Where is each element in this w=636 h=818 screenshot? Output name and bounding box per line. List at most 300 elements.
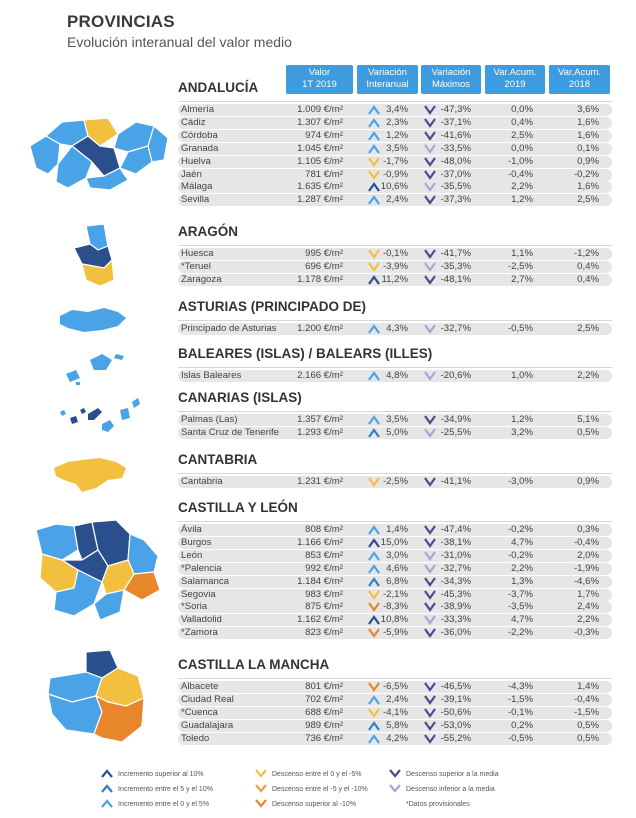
- region-divider: [178, 473, 612, 474]
- acum-2018-cell: 0,1%: [577, 142, 599, 154]
- province-name: *Soria: [181, 601, 208, 613]
- acum-2018-cell: 3,6%: [577, 104, 599, 115]
- arrow-down-yellow-icon: [368, 708, 380, 718]
- legend-down-dark-label: Descenso superior a la media: [406, 771, 499, 778]
- legend-down-yellow: [272, 771, 362, 778]
- table-row: [178, 169, 612, 181]
- table-row: [178, 707, 612, 719]
- header-maximos-line1: Variación: [431, 67, 471, 78]
- table-row: [178, 550, 612, 562]
- arrow-up-light-icon: [368, 564, 380, 574]
- value-cell: 1.009 €/m²: [297, 104, 343, 115]
- province-name: *Palencia: [181, 562, 222, 574]
- max-variation-cell: -39,1%: [440, 693, 471, 705]
- arrow-down-dark-icon: [424, 195, 436, 205]
- value-cell: 808 €/m²: [305, 524, 343, 535]
- castilla-mancha-map: [46, 650, 146, 746]
- arrow-down-dark-icon: [424, 249, 436, 259]
- canarias-map: [58, 396, 140, 436]
- table-row: [178, 720, 612, 732]
- value-cell: 1.166 €/m²: [297, 536, 343, 548]
- province-name: Almería: [181, 104, 215, 115]
- variation-cell: 2,4%: [386, 693, 408, 705]
- value-cell: 1.231 €/m²: [297, 476, 343, 487]
- max-variation-cell: -48,1%: [440, 273, 471, 285]
- value-cell: 688 €/m²: [305, 706, 343, 718]
- header-variacion-line2: Interanual: [366, 79, 409, 90]
- region-heading: CANTABRIA: [178, 452, 258, 467]
- table-row: [178, 537, 612, 549]
- acum-2019-cell: 2,2%: [511, 181, 533, 193]
- max-variation-cell: -48,0%: [440, 155, 471, 167]
- header-acum2018-line1: Var.Acum.: [557, 67, 602, 78]
- region-heading: CANARIAS (ISLAS): [178, 390, 302, 405]
- max-variation-cell: -41,7%: [440, 248, 471, 259]
- arrow-up-dark-icon: [368, 538, 380, 548]
- arrow-up-light-icon: [368, 415, 380, 425]
- legend-up-dark: [118, 771, 204, 778]
- arrow-up-light-icon: [368, 525, 380, 535]
- province-name: *Teruel: [181, 260, 211, 272]
- arrow-up-dark-icon: [368, 182, 380, 192]
- variation-cell: -8,3%: [382, 601, 408, 613]
- value-cell: 1.184 €/m²: [297, 575, 343, 587]
- variation-cell: -4,1%: [382, 706, 408, 718]
- legend-down-orange: [272, 801, 356, 808]
- acum-2018-cell: 0,4%: [577, 273, 599, 285]
- variation-cell: 1,4%: [386, 524, 408, 535]
- variation-cell: -6,5%: [382, 681, 408, 692]
- table-row: [178, 323, 612, 335]
- arrow-down-light-icon: [424, 551, 436, 561]
- arrow-up-light-icon: [368, 118, 380, 128]
- value-cell: 989 €/m²: [305, 719, 343, 731]
- acum-2019-cell: -2,2%: [507, 627, 533, 639]
- table-row: [178, 181, 612, 193]
- max-variation-cell: -32,7%: [440, 323, 471, 334]
- acum-2019-cell: -0,2%: [507, 524, 533, 535]
- province-name: Granada: [181, 142, 219, 154]
- province-name: Ciudad Real: [181, 693, 234, 705]
- arrow-down-dark-icon: [424, 682, 436, 692]
- value-cell: 1.357 €/m²: [297, 414, 343, 425]
- region-divider: [178, 411, 612, 412]
- castilla-leon-map: [34, 520, 162, 626]
- table-row: [178, 117, 612, 129]
- max-variation-cell: -20,6%: [440, 370, 471, 381]
- arrow-down-orange-icon: [368, 602, 380, 612]
- acum-2019-cell: 4,7%: [511, 536, 533, 548]
- table-row: [178, 627, 612, 639]
- arrow-up-dark-icon: [368, 275, 380, 285]
- arrow-down-light-icon: [424, 564, 436, 574]
- arrow-down-light-icon: [424, 144, 436, 154]
- province-name: *Zamora: [181, 627, 218, 639]
- header-maximos: [421, 65, 481, 94]
- page-subtitle: Evolución interanual del valor medio: [67, 34, 292, 50]
- value-cell: 1.178 €/m²: [297, 273, 343, 285]
- header-valor-line1: Valor: [308, 67, 331, 78]
- variation-cell: 15,0%: [380, 536, 408, 548]
- table-row: [178, 601, 612, 613]
- region-heading: ARAGÓN: [178, 224, 238, 239]
- acum-2018-cell: 5,1%: [577, 414, 599, 425]
- variation-cell: -5,9%: [382, 627, 408, 639]
- region-divider: [178, 101, 612, 102]
- header-acum2018: [549, 65, 610, 94]
- region-divider: [178, 245, 612, 246]
- acum-2019-cell: -2,5%: [507, 260, 533, 272]
- acum-2018-cell: 2,5%: [577, 323, 599, 334]
- region-heading: CASTILLA Y LEÓN: [178, 500, 298, 515]
- acum-2019-cell: 2,5%: [511, 129, 533, 141]
- arrow-up-light-icon: [368, 195, 380, 205]
- acum-2018-cell: 0,9%: [577, 155, 599, 167]
- table-row: [178, 427, 612, 439]
- max-variation-cell: -33,3%: [440, 614, 471, 626]
- arrow-down-dark-icon: [424, 590, 436, 600]
- arrow-up-light-icon: [368, 144, 380, 154]
- max-variation-cell: -50,6%: [440, 706, 471, 718]
- table-row: [178, 156, 612, 168]
- variation-cell: -0,1%: [382, 248, 408, 259]
- variation-cell: 3,5%: [386, 414, 408, 425]
- legend-down-yellow-label: Descenso entre el 0 y el -5%: [272, 771, 362, 778]
- variation-cell: 3,0%: [386, 549, 408, 561]
- max-variation-cell: -36,0%: [440, 627, 471, 639]
- province-name: Santa Cruz de Tenerife: [181, 426, 279, 438]
- table-row: [178, 194, 612, 206]
- acum-2018-cell: 0,5%: [577, 732, 599, 744]
- variation-cell: 3,5%: [386, 142, 408, 154]
- acum-2018-cell: -1,2%: [573, 248, 599, 259]
- table-row: [178, 414, 612, 426]
- acum-2018-cell: 1,6%: [577, 129, 599, 141]
- arrow-down-dark-icon: [424, 538, 436, 548]
- arrow-up-light-icon: [368, 734, 380, 744]
- value-cell: 781 €/m²: [305, 168, 343, 180]
- value-cell: 853 €/m²: [305, 549, 343, 561]
- value-cell: 1.293 €/m²: [297, 426, 343, 438]
- acum-2018-cell: -0,4%: [573, 536, 599, 548]
- province-name: Córdoba: [181, 129, 218, 141]
- variation-cell: 11,2%: [381, 273, 408, 285]
- value-cell: 696 €/m²: [305, 260, 343, 272]
- table-row: [178, 104, 612, 116]
- table-row: [178, 130, 612, 142]
- arrow-down-light-icon: [389, 784, 401, 793]
- acum-2018-cell: -0,2%: [573, 168, 599, 180]
- max-variation-cell: -38,9%: [440, 601, 471, 613]
- table-row: [178, 524, 612, 536]
- max-variation-cell: -31,0%: [440, 549, 471, 561]
- arrow-down-yellow-icon: [368, 262, 380, 272]
- acum-2018-cell: 0,3%: [577, 524, 599, 535]
- value-cell: 1.162 €/m²: [297, 614, 343, 626]
- arrow-down-orange-icon: [255, 799, 267, 808]
- acum-2019-cell: -1,0%: [507, 155, 533, 167]
- max-variation-cell: -37,3%: [440, 194, 471, 206]
- arrow-down-dark-icon: [424, 525, 436, 535]
- acum-2018-cell: 0,5%: [577, 719, 599, 731]
- acum-2019-cell: 1,0%: [511, 370, 533, 381]
- arrow-up-dark-icon: [101, 769, 113, 778]
- acum-2019-cell: 1,2%: [511, 194, 533, 206]
- value-cell: 801 €/m²: [305, 681, 343, 692]
- region-heading: CASTILLA LA MANCHA: [178, 657, 330, 672]
- table-row: [178, 614, 612, 626]
- arrow-down-dark-icon: [424, 118, 436, 128]
- variation-cell: 1,2%: [386, 129, 408, 141]
- table-row: [178, 694, 612, 706]
- acum-2019-cell: -3,0%: [507, 476, 533, 487]
- acum-2018-cell: 2,4%: [577, 601, 599, 613]
- province-name: Málaga: [181, 181, 213, 193]
- legend-down-light-label: Descenso inferior a la media: [406, 786, 495, 793]
- value-cell: 736 €/m²: [305, 732, 343, 744]
- arrow-down-dark-icon: [424, 734, 436, 744]
- province-name: Palmas (Las): [181, 414, 238, 425]
- variation-cell: -1,7%: [382, 155, 408, 167]
- table-row: [178, 370, 612, 382]
- acum-2019-cell: 1,3%: [511, 575, 533, 587]
- legend-down-orange-light: [272, 786, 368, 793]
- arrow-down-dark-icon: [424, 105, 436, 115]
- arrow-down-yellow-icon: [368, 157, 380, 167]
- arrow-down-yellow-icon: [255, 769, 267, 778]
- table-row: [178, 248, 612, 260]
- acum-2019-cell: -0,5%: [507, 732, 533, 744]
- arrow-up-light-icon: [368, 324, 380, 334]
- table-row: [178, 681, 612, 693]
- acum-2019-cell: 0,0%: [511, 142, 533, 154]
- header-valor-line2: 1T 2019: [302, 79, 337, 90]
- legend-up-light: [118, 801, 209, 808]
- variation-cell: 10,8%: [380, 614, 408, 626]
- variation-cell: 10,6%: [380, 181, 408, 193]
- acum-2019-cell: -3,7%: [507, 588, 533, 600]
- arrow-down-orange-icon: [368, 628, 380, 638]
- variation-cell: -2,5%: [382, 476, 408, 487]
- arrow-down-yellow-icon: [368, 170, 380, 180]
- region-heading: ASTURIAS (PRINCIPADO DE): [178, 299, 367, 314]
- region-divider: [178, 320, 612, 321]
- acum-2019-cell: 3,2%: [511, 426, 533, 438]
- arrow-down-dark-icon: [424, 275, 436, 285]
- acum-2019-cell: 0,0%: [511, 104, 533, 115]
- arrow-down-light-icon: [424, 615, 436, 625]
- table-row: [178, 143, 612, 155]
- header-acum2019: [485, 65, 545, 94]
- legend-note-label: *Datos provisionales: [406, 801, 470, 808]
- arrow-down-light-icon: [424, 324, 436, 334]
- baleares-map: [62, 350, 128, 386]
- acum-2019-cell: -1,5%: [507, 693, 533, 705]
- variation-cell: 3,4%: [386, 104, 408, 115]
- page-title: PROVINCIAS: [67, 12, 175, 31]
- variation-cell: 4,8%: [386, 370, 408, 381]
- acum-2018-cell: 1,6%: [577, 116, 599, 128]
- acum-2019-cell: -0,5%: [507, 323, 533, 334]
- province-name: Segovia: [181, 588, 216, 600]
- acum-2019-cell: -0,1%: [507, 706, 533, 718]
- arrow-up-mid-icon: [368, 428, 380, 438]
- acum-2019-cell: 4,7%: [511, 614, 533, 626]
- variation-cell: 5,8%: [386, 719, 408, 731]
- value-cell: 1.635 €/m²: [297, 181, 343, 193]
- max-variation-cell: -53,0%: [440, 719, 471, 731]
- header-variacion: [357, 65, 418, 94]
- aragon-map: [72, 224, 116, 288]
- legend-note: [406, 801, 470, 808]
- max-variation-cell: -37,0%: [440, 168, 471, 180]
- arrow-down-dark-icon: [424, 157, 436, 167]
- arrow-down-yellow-icon: [368, 477, 380, 487]
- andalucia-map: [28, 116, 170, 194]
- value-cell: 1.307 €/m²: [297, 116, 343, 128]
- arrow-down-yellow-icon: [368, 249, 380, 259]
- arrow-up-mid-icon: [368, 721, 380, 731]
- variation-cell: 6,8%: [386, 575, 408, 587]
- acum-2019-cell: 2,7%: [511, 273, 533, 285]
- value-cell: 974 €/m²: [305, 129, 343, 141]
- arrow-down-dark-icon: [424, 477, 436, 487]
- arrow-down-dark-icon: [424, 602, 436, 612]
- max-variation-cell: -41,6%: [440, 129, 471, 141]
- arrow-up-mid-icon: [368, 577, 380, 587]
- acum-2019-cell: 0,2%: [511, 719, 533, 731]
- arrow-up-dark-icon: [368, 615, 380, 625]
- cantabria-map: [52, 456, 128, 494]
- arrow-down-light-icon: [424, 262, 436, 272]
- region-heading: ANDALUCÍA: [178, 80, 259, 95]
- acum-2018-cell: 2,2%: [577, 370, 599, 381]
- arrow-up-light-icon: [368, 131, 380, 141]
- acum-2018-cell: -1,9%: [573, 562, 599, 574]
- acum-2019-cell: -3,5%: [507, 601, 533, 613]
- acum-2019-cell: 2,2%: [511, 562, 533, 574]
- acum-2018-cell: 2,5%: [577, 194, 599, 206]
- arrow-down-dark-icon: [424, 708, 436, 718]
- province-name: Zaragoza: [181, 273, 222, 285]
- variation-cell: 5,0%: [386, 426, 408, 438]
- acum-2018-cell: -0,4%: [573, 693, 599, 705]
- variation-cell: 2,3%: [386, 116, 408, 128]
- arrow-up-mid-icon: [101, 784, 113, 793]
- table-row: [178, 589, 612, 601]
- value-cell: 702 €/m²: [305, 693, 343, 705]
- region-divider: [178, 521, 612, 522]
- variation-cell: -2,1%: [382, 588, 408, 600]
- table-row: [178, 261, 612, 273]
- region-divider: [178, 678, 612, 679]
- province-name: Huelva: [181, 155, 211, 167]
- max-variation-cell: -33,5%: [440, 142, 471, 154]
- value-cell: 992 €/m²: [305, 562, 343, 574]
- variation-cell: -0,9%: [382, 168, 408, 180]
- variation-cell: -3,9%: [382, 260, 408, 272]
- region-heading: BALEARES (ISLAS) / BALEARS (ILLES): [178, 346, 433, 361]
- arrow-up-light-icon: [368, 371, 380, 381]
- table-row: [178, 733, 612, 745]
- province-name: Islas Baleares: [181, 370, 242, 381]
- header-acum2019-line1: Var.Acum.: [493, 67, 537, 78]
- arrow-down-dark-icon: [424, 695, 436, 705]
- legend-down-dark: [406, 771, 499, 778]
- legend-up-light-label: Incremento entre el 0 y el 5%: [118, 801, 210, 808]
- acum-2019-cell: 0,4%: [511, 116, 533, 128]
- variation-cell: 2,4%: [386, 194, 408, 206]
- header-maximos-line2: Máximos: [431, 79, 470, 90]
- arrow-down-dark-icon: [424, 721, 436, 731]
- legend-down-light: [406, 786, 495, 793]
- max-variation-cell: -25,5%: [440, 426, 471, 438]
- table-row: [178, 476, 612, 488]
- arrow-up-light-icon: [101, 799, 113, 808]
- max-variation-cell: -34,9%: [440, 414, 471, 425]
- legend-down-orange-light-label: Descenso entre el -5 y el -10%: [272, 786, 368, 793]
- acum-2018-cell: 2,0%: [577, 549, 599, 561]
- max-variation-cell: -45,3%: [440, 588, 471, 600]
- province-name: Principado de Asturias: [181, 323, 277, 334]
- max-variation-cell: -47,3%: [440, 104, 471, 115]
- arrow-up-light-icon: [368, 551, 380, 561]
- arrow-up-light-icon: [368, 105, 380, 115]
- legend-up-mid: [118, 786, 213, 793]
- acum-2018-cell: 0,9%: [577, 476, 599, 487]
- acum-2019-cell: 1,1%: [511, 248, 533, 259]
- variation-cell: 4,2%: [386, 732, 408, 744]
- acum-2018-cell: -0,3%: [573, 627, 599, 639]
- table-row: [178, 563, 612, 575]
- acum-2019-cell: 1,2%: [511, 414, 533, 425]
- province-name: Cantabria: [181, 476, 223, 487]
- header-variacion-line1: Variación: [368, 67, 407, 78]
- acum-2019-cell: -0,4%: [507, 168, 533, 180]
- province-name: Sevilla: [181, 194, 210, 206]
- max-variation-cell: -37,1%: [440, 116, 471, 128]
- arrow-down-light-icon: [424, 428, 436, 438]
- province-name: Salamanca: [181, 575, 229, 587]
- max-variation-cell: -35,3%: [440, 260, 471, 272]
- value-cell: 1.287 €/m²: [297, 194, 343, 206]
- region-divider: [178, 367, 612, 368]
- acum-2018-cell: -1,5%: [573, 706, 599, 718]
- max-variation-cell: -41,1%: [440, 476, 471, 487]
- acum-2018-cell: 0,5%: [577, 426, 599, 438]
- arrow-down-yellow-icon: [368, 590, 380, 600]
- arrow-down-light-icon: [424, 371, 436, 381]
- province-name: Cádiz: [181, 116, 206, 128]
- arrow-down-dark-icon: [424, 131, 436, 141]
- header-acum2019-line2: 2019: [504, 79, 526, 90]
- legend-up-dark-label: Incremento superior al 10%: [118, 771, 204, 778]
- asturias-map: [58, 306, 128, 334]
- header-acum2018-line2: 2018: [568, 79, 591, 90]
- max-variation-cell: -32,7%: [440, 562, 471, 574]
- max-variation-cell: -47,4%: [440, 524, 471, 535]
- arrow-down-dark-icon: [424, 415, 436, 425]
- arrow-down-dark-icon: [389, 769, 401, 778]
- arrow-down-dark-icon: [424, 628, 436, 638]
- province-name: León: [181, 549, 203, 561]
- province-name: Huesca: [181, 248, 214, 259]
- province-name: *Cuenca: [181, 706, 218, 718]
- value-cell: 875 €/m²: [305, 601, 343, 613]
- value-cell: 1.105 €/m²: [297, 155, 343, 167]
- max-variation-cell: -46,5%: [440, 681, 471, 692]
- acum-2018-cell: 0,4%: [577, 260, 599, 272]
